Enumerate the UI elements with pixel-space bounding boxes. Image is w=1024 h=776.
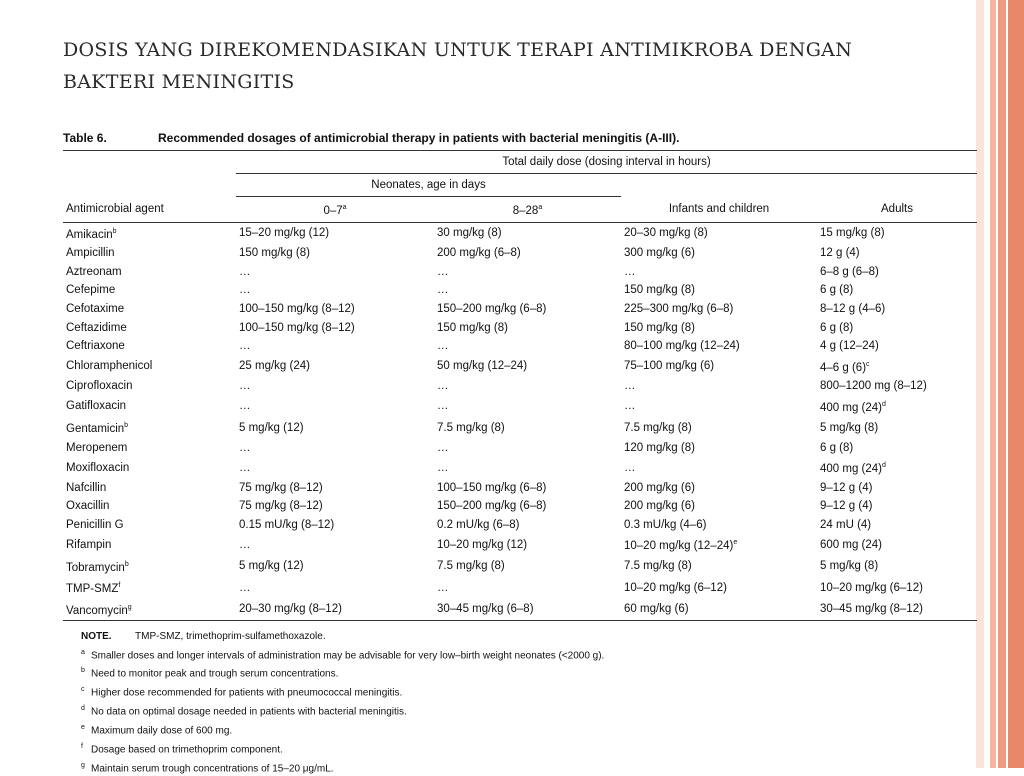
cell-neonates-0-7: 150 mg/kg (8) (239, 247, 310, 260)
cell-adults: 400 mg $(24)^d$ (820, 400, 886, 414)
cell-neonates-0-7: 5 mg/kg (12) (239, 421, 304, 434)
cell-neonates-0-7: … (239, 340, 251, 353)
cell-adults: 5 mg/kg (8) (820, 421, 879, 434)
cell-neonates-0-7: … (239, 265, 251, 278)
table-notes (63, 629, 977, 776)
cell-agent: Rifampin (66, 538, 112, 551)
table-row (63, 319, 977, 338)
note-label: NOTE. (81, 631, 112, 643)
footnote-mark: c (866, 360, 870, 368)
cell-agent: Meropenem (66, 441, 128, 454)
cell-adults: 800–1200 mg (8–12) (820, 380, 927, 393)
table-row (63, 337, 977, 356)
table-row (63, 599, 977, 621)
cell-neonates-0-7: … (239, 441, 251, 454)
footnote-item: $^d$ No data on optimal dosage needed in patients with bacterial meningitis. (81, 705, 407, 718)
cell-infants-children: 10–20 mg/kg $(12-24)^e$ (624, 539, 738, 553)
cell-neonates-0-7: 100–150 mg/kg (8–12) (239, 321, 355, 334)
header-infants: Infants and children (621, 197, 817, 223)
table-row (63, 577, 977, 598)
table-row (63, 222, 977, 244)
cell-adults: 6 g (8) (820, 284, 854, 297)
table-row (63, 356, 977, 377)
cell-adults: 24 mU (4) (820, 518, 872, 531)
table-row (63, 516, 977, 535)
cell-adults: 15 mg/kg (8) (820, 227, 885, 240)
dosage-table-figure (63, 126, 977, 776)
cell-agent: Cefepime (66, 284, 116, 297)
cell-adults: 12 g (4) (820, 247, 860, 260)
cell-adults: 9–12 g (4) (820, 481, 873, 494)
cell-neonates-8-28: 30 mg/kg (8) (437, 227, 502, 240)
cell-neonates-8-28: … (437, 441, 449, 454)
cell-infants-children: 0.3 mU/kg (4–6) (624, 518, 707, 531)
footnote-mark: b (112, 227, 117, 235)
footnote-item: $^b$ Need to monitor peak and trough serum concentrations. (81, 667, 339, 680)
cell-infants-children: 225–300 mg/kg (6–8) (624, 303, 734, 316)
table-row (63, 417, 977, 438)
cell-adults: 30–45 mg/kg (8–12) (817, 599, 977, 621)
cell-neonates-0-7: … (239, 581, 251, 594)
dosage-table (63, 150, 977, 621)
cell-agent: Oxacillin (66, 500, 110, 513)
cell-agent: Penicillin G (66, 518, 124, 531)
footnote-mark: g (127, 603, 132, 611)
cell-neonates-0-7: … (239, 538, 251, 551)
footnote-mark: d (882, 400, 886, 408)
cell-infants-children: 80–100 mg/kg (12–24) (624, 340, 740, 353)
cell-neonates-8-28: 10–20 mg/kg (12) (437, 538, 528, 551)
cell-infants-children: 200 mg/kg (6) (624, 500, 695, 513)
table-row (63, 439, 977, 458)
note-text: TMP-SMZ, trimethoprim-sulfamethoxazole. (135, 631, 326, 643)
cell-infants-children: 300 mg/kg (6) (624, 247, 695, 260)
cell-agent: Moxifloxacin (66, 461, 130, 474)
header-agent: Antimicrobial agent (63, 197, 236, 223)
header-total-daily-dose: Total daily dose (dosing interval in hours) (236, 151, 977, 174)
cell-neonates-0-7: 5 mg/kg (12) (239, 560, 304, 573)
cell-adults: 4 g (12–24) (820, 340, 879, 353)
cell-neonates-8-28: 7.5 mg/kg (8) (437, 421, 505, 434)
cell-neonates-0-7: 75 mg/kg (8–12) (239, 500, 323, 513)
cell-infants-children: 7.5 mg/kg (8) (624, 421, 692, 434)
cell-infants-children: … (624, 461, 636, 474)
table-header (63, 151, 977, 223)
table-row (63, 457, 977, 478)
cell-neonates-8-28: 200 mg/kg (6–8) (437, 247, 521, 260)
slide-title: DOSIS YANG DIREKOMENDASIKAN UNTUK TERAPI ANTIMIKROBA DENGAN BAKTERI MENINGITIS (63, 39, 853, 93)
cell-neonates-0-7: … (239, 284, 251, 297)
cell-neonates-0-7: … (239, 461, 251, 474)
cell-agent: Ceftriaxone (66, 340, 125, 353)
cell-infants-children: 75–100 mg/kg (6) (624, 360, 715, 373)
footnote-mark: d (882, 462, 886, 470)
table-row (63, 479, 977, 498)
header-neonates: Neonates, age in days (236, 174, 621, 197)
cell-agent: Aztreonam (66, 265, 122, 278)
cell-neonates-8-28: 150 mg/kg (8) (437, 321, 508, 334)
cell-neonates-8-28: 150–200 mg/kg (6–8) (437, 500, 547, 513)
cell-adults: 400 mg $(24)^d$ (820, 462, 886, 476)
header-adults: Adults (817, 197, 977, 223)
footnote-item: $^c$ Higher dose recommended for patients with pneumococcal meningitis. (81, 686, 403, 699)
cell-neonates-8-28: … (437, 461, 449, 474)
cell-agent: Tobramycin$^b$ (66, 560, 129, 574)
cell-agent: TMP-SMZ$^f$ (66, 582, 121, 596)
cell-infants-children: 7.5 mg/kg (8) (624, 560, 692, 573)
cell-adults: 4–6 g $(6)^c$ (820, 360, 870, 374)
cell-neonates-0-7: 75 mg/kg (8–12) (239, 481, 323, 494)
cell-adults: 6 g (8) (820, 441, 854, 454)
cell-agent: Ciprofloxacin (66, 380, 133, 393)
cell-neonates-0-7: 20–30 mg/kg (8–12) (236, 599, 434, 621)
cell-agent: Cefotaxime (66, 303, 125, 316)
right-edge-stripe-light (976, 0, 984, 768)
table-row (63, 396, 977, 417)
cell-neonates-0-7: … (239, 400, 251, 413)
table-row (63, 534, 977, 555)
cell-infants-children: 20–30 mg/kg (8) (624, 227, 708, 240)
cell-neonates-0-7: … (239, 380, 251, 393)
cell-infants-children: 150 mg/kg (8) (624, 284, 695, 297)
cell-adults: 6 g (8) (820, 321, 854, 334)
cell-agent: Gatifloxacin (66, 400, 127, 413)
footnote-item: $^g$ Maintain serum trough concentrations of 15–20 μg/mL. (81, 761, 334, 774)
table-row (63, 263, 977, 282)
cell-neonates-8-28: 7.5 mg/kg (8) (437, 560, 505, 573)
footnote-mark: f (118, 582, 121, 590)
footnote-mark: b (124, 422, 129, 430)
cell-infants-children: 150 mg/kg (8) (624, 321, 695, 334)
cell-neonates-8-28: 30–45 mg/kg (6–8) (434, 599, 621, 621)
cell-adults: 9–12 g (4) (820, 500, 873, 513)
cell-adults: 600 mg (24) (820, 538, 883, 551)
cell-adults: 5 mg/kg (8) (820, 560, 879, 573)
cell-infants-children: … (624, 265, 636, 278)
cell-neonates-0-7: 0.15 mU/kg (8–12) (239, 518, 335, 531)
cell-infants-children: 10–20 mg/kg (6–12) (624, 581, 727, 594)
cell-neonates-8-28: … (437, 581, 449, 594)
cell-agent: Chloramphenicol (66, 360, 153, 373)
right-edge-stripe-darkest (1008, 0, 1024, 768)
cell-neonates-0-7: 15–20 mg/kg (12) (239, 227, 330, 240)
table-row (63, 300, 977, 319)
table-row (63, 556, 977, 577)
cell-adults: 10–20 mg/kg (6–12) (820, 581, 923, 594)
table-caption (63, 126, 977, 150)
cell-agent: Vancomycin$^g$ (63, 599, 236, 621)
footnote-list (63, 645, 977, 776)
footnote-item: $^e$ Maximum daily dose of 600 mg. (81, 723, 233, 737)
cell-neonates-0-7: 25 mg/kg (24) (239, 360, 310, 373)
table-row (63, 244, 977, 263)
cell-neonates-8-28: … (437, 340, 449, 353)
cell-neonates-8-28: 150–200 mg/kg (6–8) (437, 303, 547, 316)
header-spacer (63, 151, 236, 174)
cell-neonates-8-28: 0.2 mU/kg (6–8) (437, 518, 520, 531)
cell-neonates-8-28: 50 mg/kg (12–24) (437, 360, 528, 373)
cell-agent: Ampicillin (66, 247, 115, 260)
footnote-item: $^f$ Dosage based on trimethoprim component. (81, 742, 283, 756)
cell-neonates-8-28: … (437, 265, 449, 278)
cell-neonates-0-7: 100–150 mg/kg (8–12) (239, 303, 355, 316)
cell-agent: Gentamicin$^b$ (66, 422, 129, 436)
right-edge-stripe-mid (990, 0, 996, 768)
footnote-item: $^a$ Smaller doses and longer intervals of administration may be advisable for very low–birth weight neonates (<2000 g). (81, 648, 605, 661)
table-body (63, 222, 977, 620)
note-line (63, 629, 977, 645)
cell-infants-children: 200 mg/kg (6) (624, 481, 695, 494)
cell-neonates-8-28: … (437, 400, 449, 413)
cell-infants-children: … (624, 400, 636, 413)
table-caption-label: Table 6. (63, 131, 107, 145)
header-age-0-7: 0–7$^a$ (236, 197, 434, 223)
cell-infants-children: 60 mg/kg (6) (621, 599, 817, 621)
cell-neonates-8-28: 100–150 mg/kg (6–8) (437, 481, 547, 494)
cell-adults: 8–12 g (4–6) (820, 303, 886, 316)
cell-agent: Amikacin$^b$ (66, 227, 117, 241)
cell-neonates-8-28: … (437, 380, 449, 393)
table-row (63, 497, 977, 516)
right-edge-stripe-dark (998, 0, 1006, 768)
table-caption-text: Recommended dosages of antimicrobial therapy in patients with bacterial meningitis (A-III). (158, 131, 680, 145)
footnote-mark: b (124, 560, 129, 568)
cell-neonates-8-28: … (437, 284, 449, 297)
cell-agent: Nafcillin (66, 481, 107, 494)
table-row (63, 281, 977, 300)
cell-agent: Ceftazidime (66, 321, 127, 334)
cell-infants-children: 120 mg/kg (8) (624, 441, 695, 454)
footnote-mark: e (733, 539, 738, 547)
cell-adults: 6–8 g (6–8) (820, 265, 879, 278)
cell-infants-children: … (624, 380, 636, 393)
header-age-8-28: 8–28$^a$ (434, 197, 621, 223)
table-row (63, 377, 977, 396)
